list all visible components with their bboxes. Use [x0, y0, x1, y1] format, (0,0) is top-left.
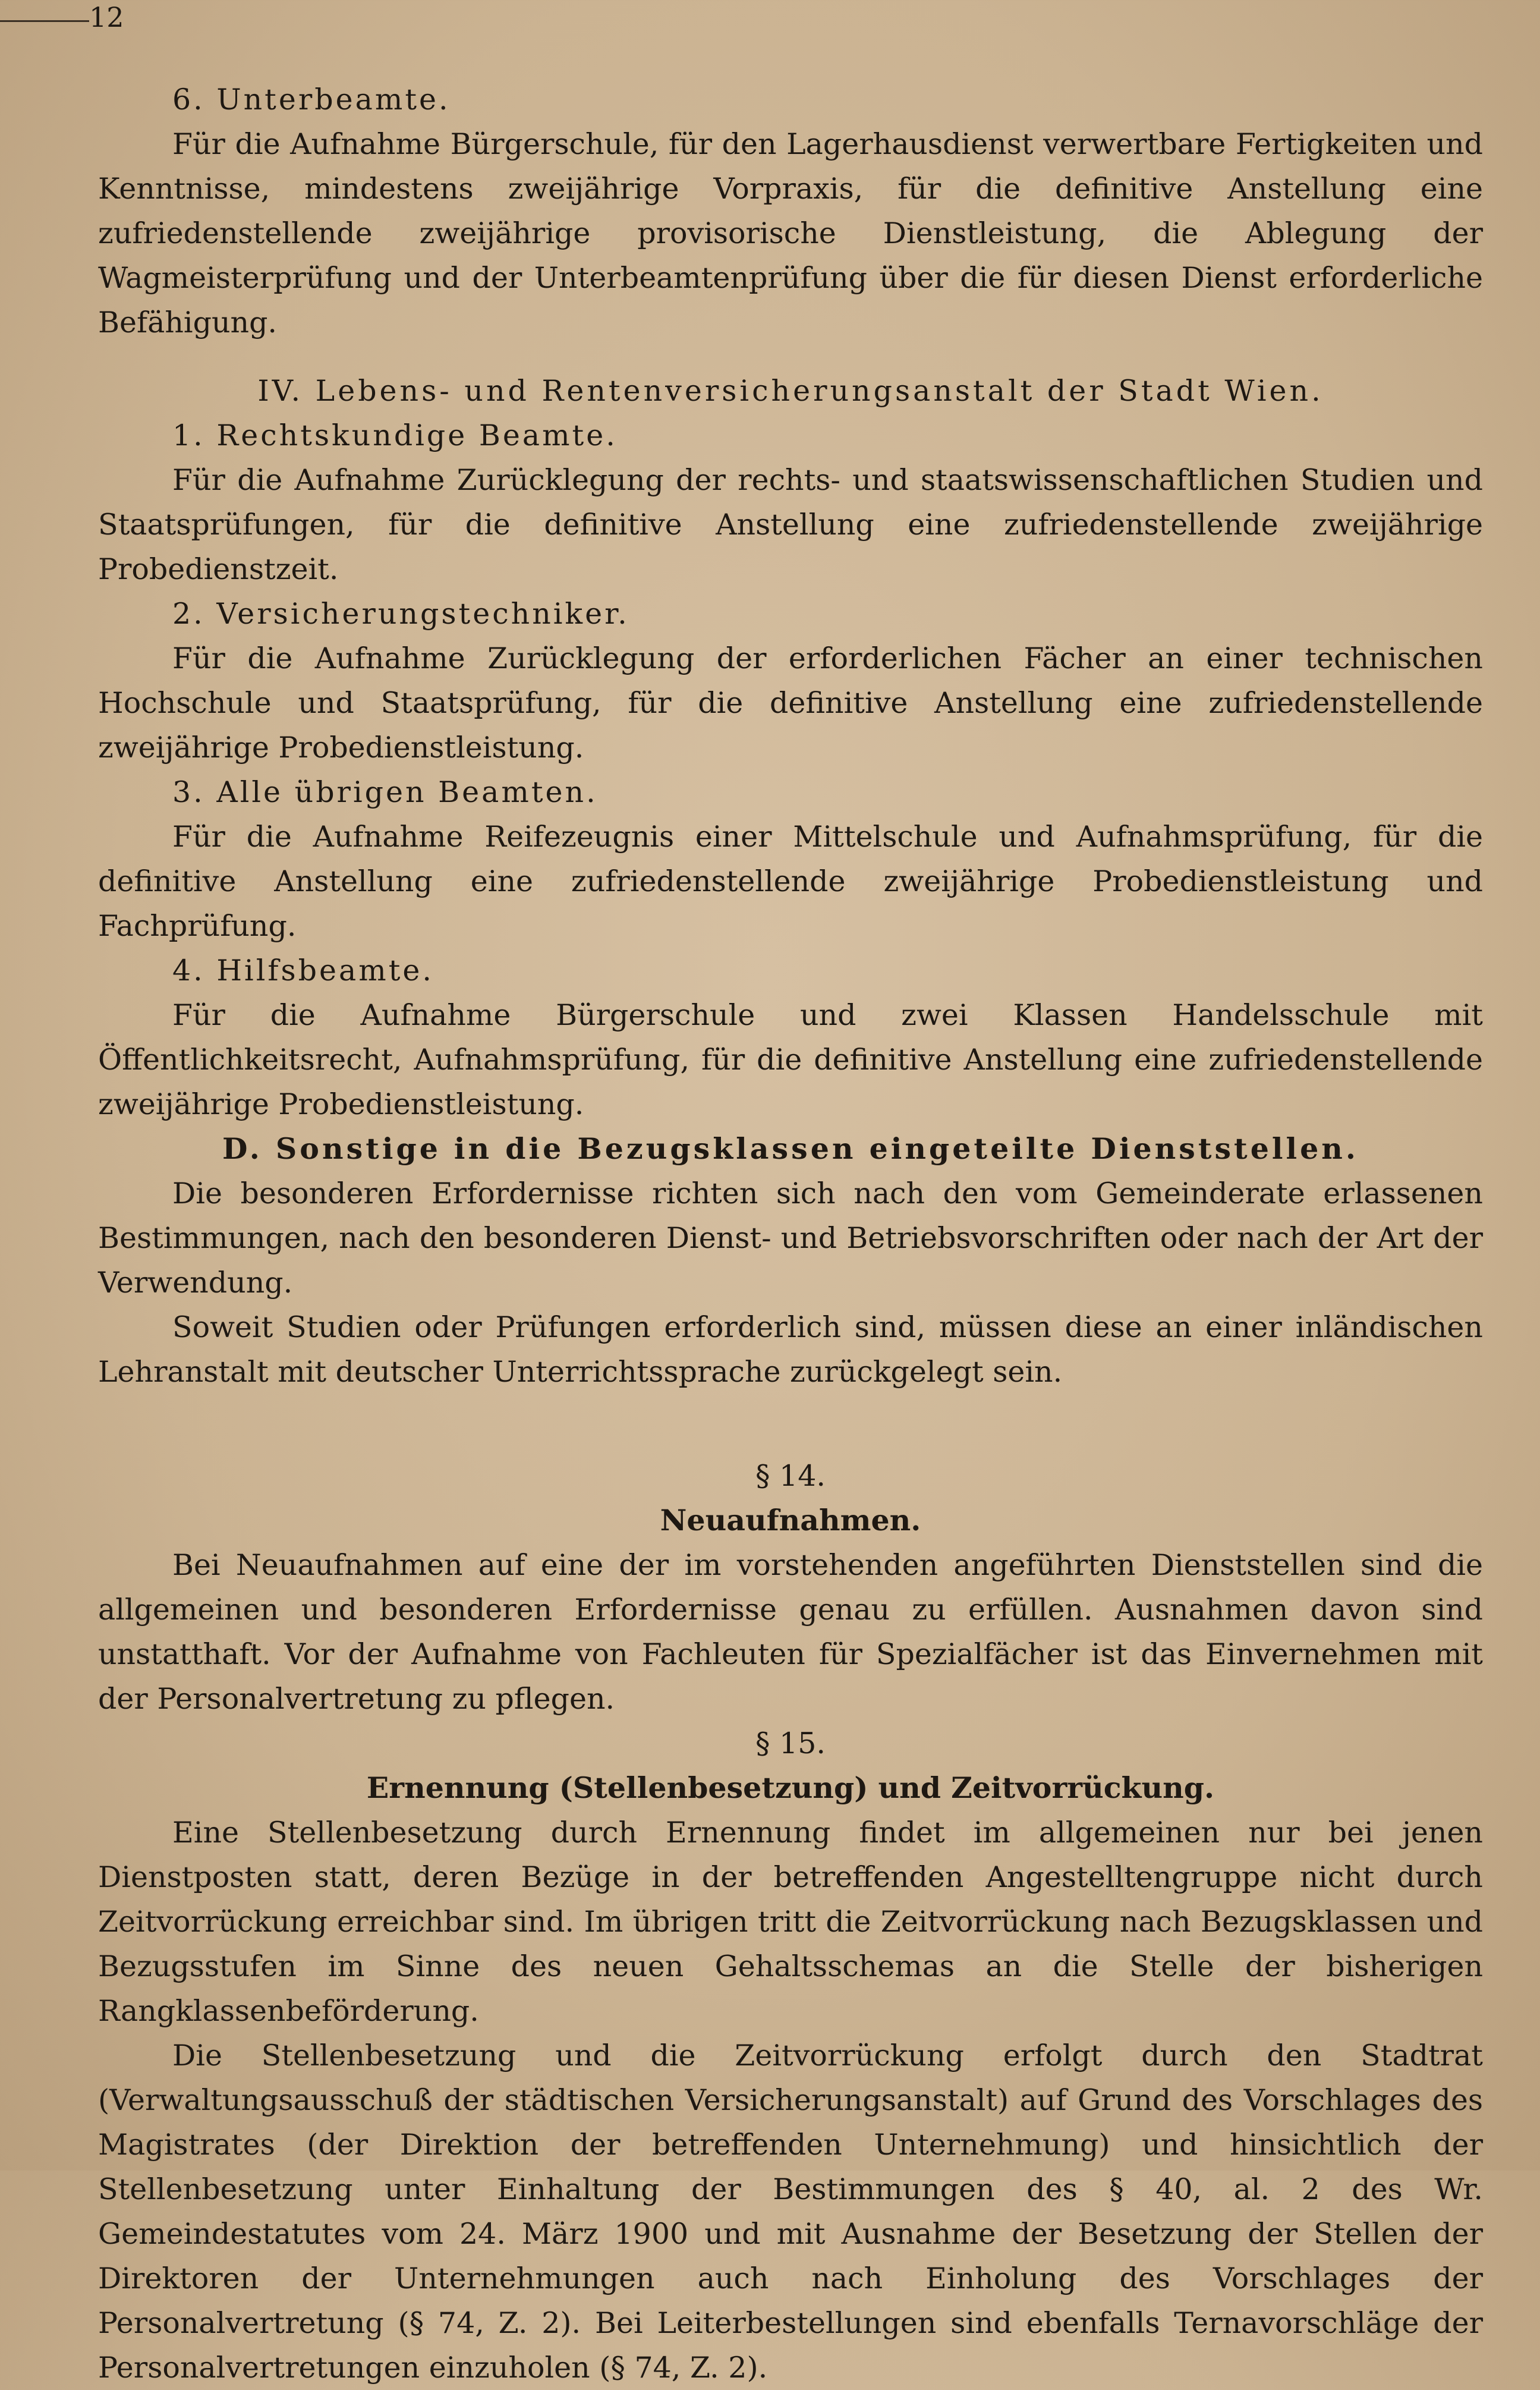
section-d-paragraph: Soweit Studien oder Prüfungen erforderlich sind, müssen diese an einer inländischen Lehranstalt mit deutscher Unterrichtssprache zurückgelegt sein. [98, 1310, 1483, 1389]
paragraph-14-text: Bei Neuaufnahmen auf eine der im vorstehenden angeführten Dienststellen sind die allgemeinen und besonderen Erfordernisse genau zu erfüllen. Ausnahmen davon sind unstatthaft. Vor der Aufnahme von Fachleuten für Spezialfächer ist das Einvernehmen mit der Personalvertretung zu pflegen. [98, 1548, 1483, 1716]
section-iv-1-heading: 1. Rechtskundige Beamte. [172, 419, 618, 452]
section-6-text: Für die Aufnahme Bürgerschule, für den Lagerhausdienst verwertbare Fertigkeiten und Kenntnisse, mindestens zweijährige Vorpraxis, für die definitive Anstellung eine zufriedenstellende zweijährige provisorische Dienstleistung, die Ablegung der Wagmeisterprüfung und der Unterbeamtenprüfung über die für diesen Dienst erforderliche Befähigung. [98, 127, 1483, 339]
section-6-heading: 6. Unterbeamte. [172, 83, 451, 117]
page-number: 12 [89, 1, 124, 33]
body-text [98, 77, 1483, 2390]
section-iv-heading: IV. Lebens- und Rentenversicherungsanstalt der Stadt Wien. [257, 374, 1324, 408]
section-iv-2-heading: 2. Versicherungstechniker. [172, 597, 629, 631]
section-iv-4-heading: 4. Hilfsbeamte. [172, 954, 434, 988]
section-iv-1-text: Für die Aufnahme Zurücklegung der rechts- und staatswissenschaftlichen Studien und Staatsprüfungen, für die definitive Anstellung eine zufriedenstellende zweijährige Probedienstzeit. [98, 463, 1483, 586]
section-iv-3-text: Für die Aufnahme Reifezeugnis einer Mittelschule und Aufnahmsprüfung, für die definitive Anstellung eine zufriedenstellende zweijährige Probedienstleistung und Fachprüfung. [98, 820, 1483, 943]
section-d-paragraph: Die besonderen Erfordernisse richten sich nach den vom Gemeinderate erlassenen Bestimmungen, nach den besonderen Dienst- und Betriebsvorschriften oder nach der Art der Verwendung. [98, 1177, 1483, 1300]
paragraph-15-title: Ernennung (Stellenbesetzung) und Zeitvorrückung. [366, 1771, 1215, 1805]
paragraph-14-number: § 14. [755, 1459, 826, 1493]
section-iv-2-text: Für die Aufnahme Zurücklegung der erforderlichen Fächer an einer technischen Hochschule und Staatsprüfung, für die definitive Anstellung eine zufriedenstellende zweijährige Probedienstleistung. [98, 641, 1483, 765]
header-rule [0, 20, 89, 22]
section-iv-4-text: Für die Aufnahme Bürgerschule und zwei Klassen Handelsschule mit Öffentlichkeitsrecht, Aufnahmsprüfung, für die definitive Anstellung eine zufriedenstellende zweijährige Probedienstleistung. [98, 998, 1483, 1121]
section-iv-3-heading: 3. Alle übrigen Beamten. [172, 775, 598, 809]
paragraph-15-text: Eine Stellenbesetzung durch Ernennung findet im allgemeinen nur bei jenen Dienstposten statt, deren Bezüge in der betreffenden Angestelltengruppe nicht durch Zeitvorrückung erreichbar sind. Im übrigen tritt die Zeitvorrückung nach Bezugsklassen und Bezugsstufen im Sinne des neuen Gehaltsschemas an die Stelle der bisherigen Rangklassenbeförderung. [98, 1816, 1483, 2028]
section-d-heading: D. Sonstige in die Bezugsklassen eingeteilte Dienststellen. [222, 1131, 1359, 1166]
paragraph-15-number: § 15. [755, 1727, 826, 1760]
paragraph-15-text: Die Stellenbesetzung und die Zeitvorrückung erfolgt durch den Stadtrat (Verwaltungsausschuß der städtischen Versicherungsanstalt) auf Grund des Vorschlages des Magistrates (der Direktion der betreffenden Unternehmung) und hinsichtlich der Stellenbesetzung unter Einhaltung der Bestimmungen des § 40, al. 2 des Wr. Gemeindestatutes vom 24. März 1900 und mit Ausnahme der Besetzung der Stellen der Direktoren der Unternehmungen auch nach Einholung des Vorschlages der Personalvertretung (§ 74, Z. 2). Bei Leiterbestellungen sind ebenfalls Ternavorschläge der Personalvertretungen einzuholen (§ 74, Z. 2). [98, 2039, 1483, 2385]
paragraph-14-title: Neuaufnahmen. [660, 1503, 921, 1537]
